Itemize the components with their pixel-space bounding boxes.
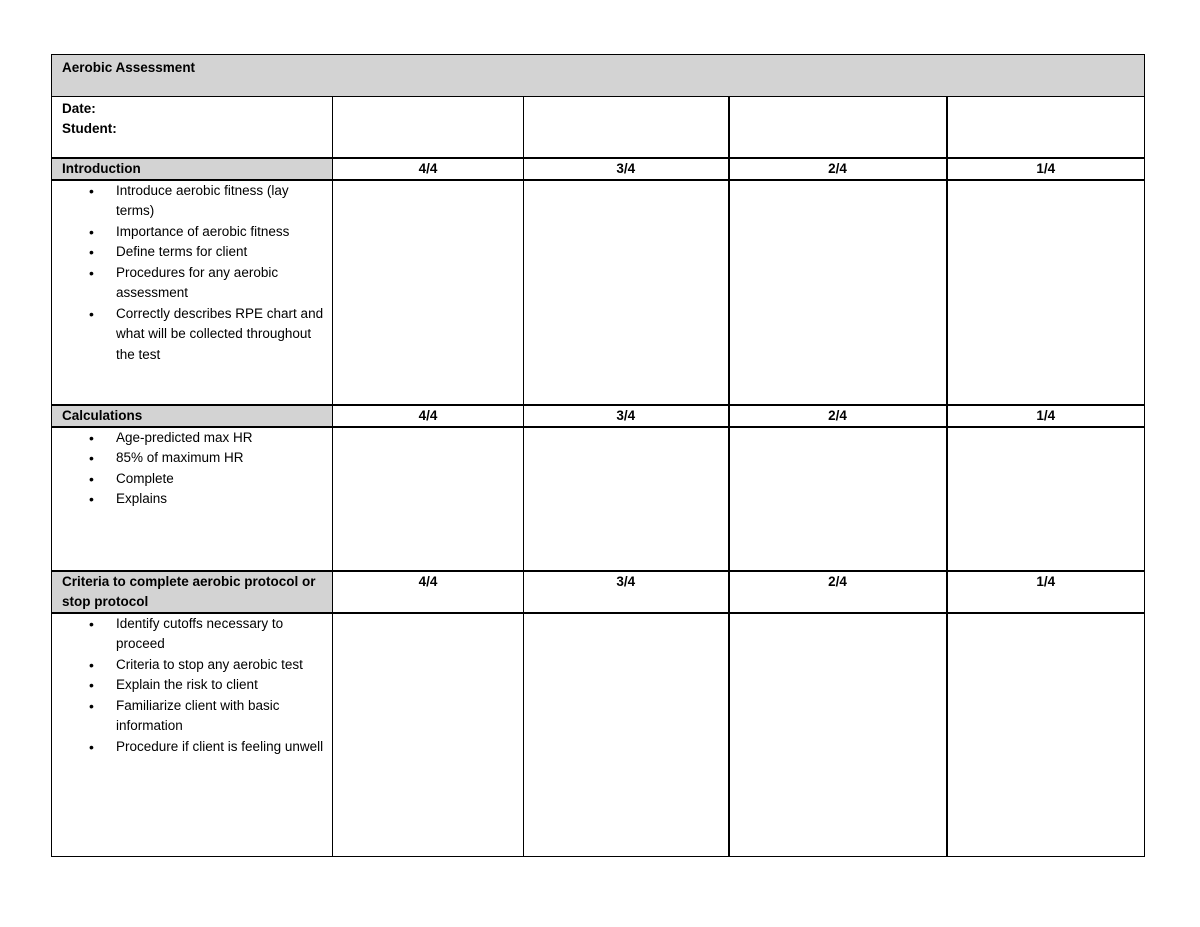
title-row	[52, 55, 1145, 97]
list-item: • Procedures for any aerobic assessment	[116, 263, 332, 304]
score-cell[interactable]	[524, 427, 729, 571]
score-label-3: 3/4	[524, 158, 729, 180]
student-label: Student:	[62, 121, 117, 136]
score-label-1: 1/4	[947, 405, 1145, 427]
criteria-cell-calculations	[52, 427, 333, 571]
list-item: • Familiarize client with basic information	[116, 696, 332, 737]
section-header-row	[52, 571, 1145, 613]
score-cell[interactable]	[333, 613, 524, 857]
list-item: • Define terms for client	[116, 242, 332, 263]
student-info-row	[52, 97, 1145, 158]
list-item: • Introduce aerobic fitness (lay terms)	[116, 181, 332, 222]
score-label-1: 1/4	[947, 158, 1145, 180]
info-cell-4[interactable]	[947, 97, 1145, 158]
date-label: Date:	[62, 101, 96, 116]
criteria-cell-introduction	[52, 180, 333, 405]
score-cell[interactable]	[729, 427, 947, 571]
info-cell-2[interactable]	[524, 97, 729, 158]
section-header-row	[52, 158, 1145, 180]
criteria-cell-protocol	[52, 613, 333, 857]
student-info-labels	[52, 97, 333, 158]
score-cell[interactable]	[947, 613, 1145, 857]
rubric-table	[51, 54, 1145, 857]
list-item: • Importance of aerobic fitness	[116, 222, 332, 243]
rubric-sheet	[51, 54, 1144, 856]
list-item: • Criteria to stop any aerobic test	[116, 655, 332, 676]
score-label-2: 2/4	[729, 571, 947, 613]
section-heading-calculations: Calculations	[52, 405, 333, 427]
score-cell[interactable]	[524, 613, 729, 857]
score-cell[interactable]	[729, 180, 947, 405]
criteria-list	[52, 181, 332, 366]
page-title: Aerobic Assessment	[52, 55, 1145, 97]
section-body-row	[52, 180, 1145, 405]
score-cell[interactable]	[729, 613, 947, 857]
list-item: • Age-predicted max HR	[116, 428, 332, 449]
score-label-3: 3/4	[524, 405, 729, 427]
section-heading-protocol-criteria: Criteria to complete aerobic protocol or stop protocol	[52, 571, 333, 613]
list-item: • Complete	[116, 469, 332, 490]
score-label-4: 4/4	[333, 405, 524, 427]
criteria-list	[52, 614, 332, 758]
list-item: • Identify cutoffs necessary to proceed	[116, 614, 332, 655]
score-cell[interactable]	[524, 180, 729, 405]
score-label-3: 3/4	[524, 571, 729, 613]
score-cell[interactable]	[333, 427, 524, 571]
score-label-2: 2/4	[729, 158, 947, 180]
section-header-row	[52, 405, 1145, 427]
criteria-list	[52, 428, 332, 510]
list-item: • 85% of maximum HR	[116, 448, 332, 469]
list-item: • Procedure if client is feeling unwell	[116, 737, 332, 758]
score-label-4: 4/4	[333, 158, 524, 180]
info-cell-1[interactable]	[333, 97, 524, 158]
section-body-row	[52, 427, 1145, 571]
list-item: • Correctly describes RPE chart and what will be collected throughout the test	[116, 304, 332, 366]
section-heading-introduction: Introduction	[52, 158, 333, 180]
score-cell[interactable]	[947, 180, 1145, 405]
info-cell-3[interactable]	[729, 97, 947, 158]
score-label-1: 1/4	[947, 571, 1145, 613]
list-item: • Explains	[116, 489, 332, 510]
score-label-4: 4/4	[333, 571, 524, 613]
score-cell[interactable]	[947, 427, 1145, 571]
list-item: • Explain the risk to client	[116, 675, 332, 696]
score-cell[interactable]	[333, 180, 524, 405]
score-label-2: 2/4	[729, 405, 947, 427]
section-body-row	[52, 613, 1145, 857]
